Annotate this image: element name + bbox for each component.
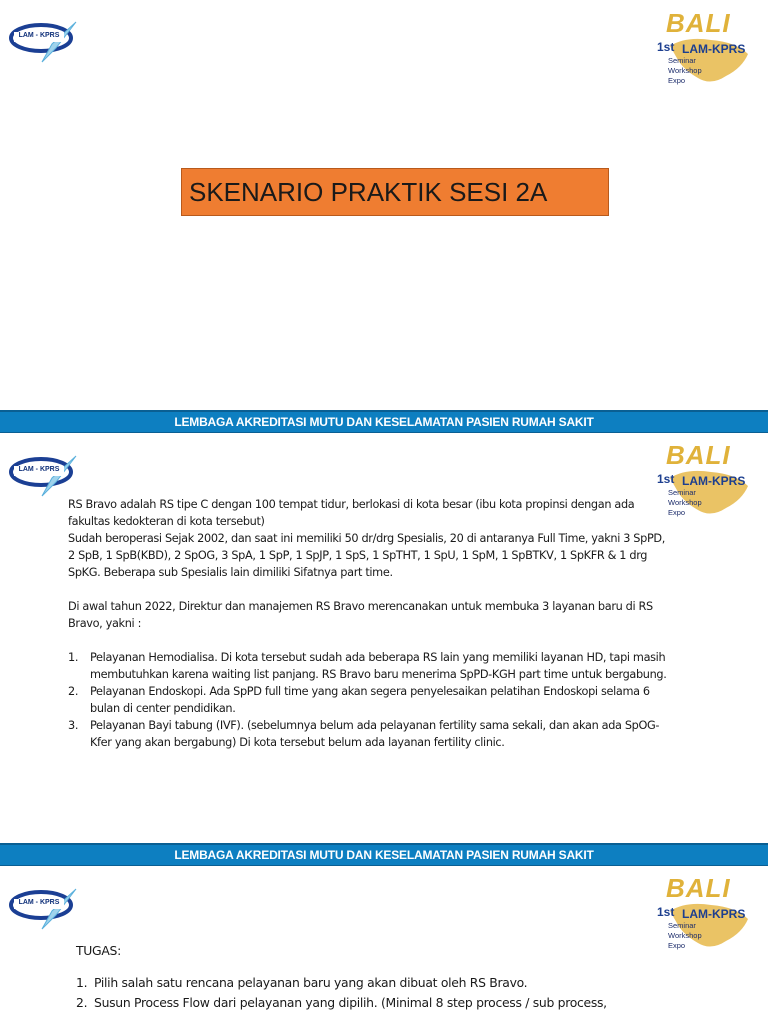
- institution-banner: LEMBAGA AKREDITASI MUTU DAN KESELAMATAN PASIEN RUMAH SAKIT: [0, 843, 768, 866]
- list-text: Pelayanan Endoskopi. Ada SpPD full time yang akan segera penyelesaikan pelatihan Endoskopi selama 6 bulan di center pendidikan.: [90, 685, 650, 715]
- bali-logo-name: LAM-KPRS: [682, 42, 746, 56]
- bali-logo-word: BALI: [666, 873, 731, 903]
- bali-logo-name: LAM-KPRS: [682, 907, 746, 921]
- list-number: 1.: [76, 975, 88, 990]
- bali-logo-line: Seminar: [668, 488, 696, 497]
- tasks-body: [76, 941, 696, 1013]
- bali-logo-line: Expo: [668, 941, 686, 950]
- scenario-body: [68, 496, 668, 751]
- bali-logo-ordinal: 1st: [657, 40, 675, 54]
- list-text: Pelayanan Hemodialisa. Di kota tersebut sudah ada beberapa RS lain yang memiliki layanan HD, tapi masih membutuhkan karena waiting list panjang. RS Bravo baru menerima SpPD-KGH part time untuk bergabung.: [90, 651, 667, 681]
- list-number: 1.: [68, 651, 79, 664]
- list-text: Pelayanan Bayi tabung (IVF). (sebelumnya belum ada pelayanan fertility sama sekali, dan akan ada SpOG-Kfer yang akan bergabung) Di kota tersebut belum ada layanan fertility clinic.: [90, 719, 660, 749]
- list-item: [76, 993, 696, 1013]
- bali-logo-ordinal: 1st: [657, 905, 675, 919]
- tasks-list: [76, 973, 696, 1013]
- lam-kprs-logo-text: LAM - KPRS: [18, 466, 60, 473]
- lam-kprs-logo: [8, 14, 80, 66]
- scenario-paragraph: Sudah beroperasi Sejak 2002, dan saat ini memiliki 50 dr/drg Spesialis, 20 di antaranya Full Time, yakni 3 SpPD, 2 SpB, 1 SpB(KBD), 2 SpOG, 3 SpA, 1 SpP, 1 SpJP, 1 SpS, 1 SpTHT, 1 SpU, 1 SpM, 1 SpBTKV, 1 SpKFR & 1 drg SpKG. Beberapa sub Spesialis lain dimiliki Sifatnya part time.: [68, 532, 666, 579]
- list-item: [68, 717, 668, 751]
- bali-seminar-logo: [656, 438, 756, 520]
- bali-logo-word: BALI: [666, 8, 731, 38]
- lam-kprs-logo: [8, 881, 80, 933]
- bali-logo-line: Expo: [668, 76, 686, 85]
- bali-logo-line: Workshop: [668, 931, 702, 940]
- new-services-list: [68, 649, 668, 751]
- list-number: 2.: [76, 995, 88, 1010]
- bali-logo-name: LAM-KPRS: [682, 474, 746, 488]
- lam-kprs-logo-text: LAM - KPRS: [18, 32, 60, 39]
- scenario-paragraph: Di awal tahun 2022, Direktur dan manajemen RS Bravo merencanakan untuk membuka 3 layanan baru di RS Bravo, yakni :: [68, 600, 653, 630]
- bali-logo-ordinal: 1st: [657, 472, 675, 486]
- list-item: [76, 973, 696, 993]
- slide-tasks: [0, 843, 768, 1024]
- list-text: Susun Process Flow dari pelayanan yang dipilih. (Minimal 8 step process / sub process,: [94, 995, 607, 1010]
- bali-logo-line: Workshop: [668, 498, 702, 507]
- list-item: [68, 683, 668, 717]
- bali-seminar-logo: [656, 6, 756, 88]
- tasks-heading: TUGAS:: [76, 943, 121, 958]
- slide-title-box: SKENARIO PRAKTIK SESI 2A: [181, 168, 609, 216]
- list-number: 2.: [68, 685, 79, 698]
- scenario-paragraph: RS Bravo adalah RS tipe C dengan 100 tempat tidur, berlokasi di kota besar (ibu kota propinsi dengan ada fakultas kedokteran di kota tersebut): [68, 498, 635, 528]
- slide-scenario: [0, 410, 768, 842]
- lam-kprs-logo-text: LAM - KPRS: [18, 899, 60, 906]
- bali-logo-line: Seminar: [668, 56, 696, 65]
- bali-logo-line: Seminar: [668, 921, 696, 930]
- bali-logo-word: BALI: [666, 440, 731, 470]
- bali-logo-line: Expo: [668, 508, 686, 517]
- institution-banner: LEMBAGA AKREDITASI MUTU DAN KESELAMATAN PASIEN RUMAH SAKIT: [0, 410, 768, 433]
- list-item: [68, 649, 668, 683]
- list-text: Pilih salah satu rencana pelayanan baru yang akan dibuat oleh RS Bravo.: [94, 975, 528, 990]
- slide-title: [0, 0, 768, 408]
- lam-kprs-logo: [8, 448, 80, 500]
- bali-logo-line: Workshop: [668, 66, 702, 75]
- list-number: 3.: [68, 719, 79, 732]
